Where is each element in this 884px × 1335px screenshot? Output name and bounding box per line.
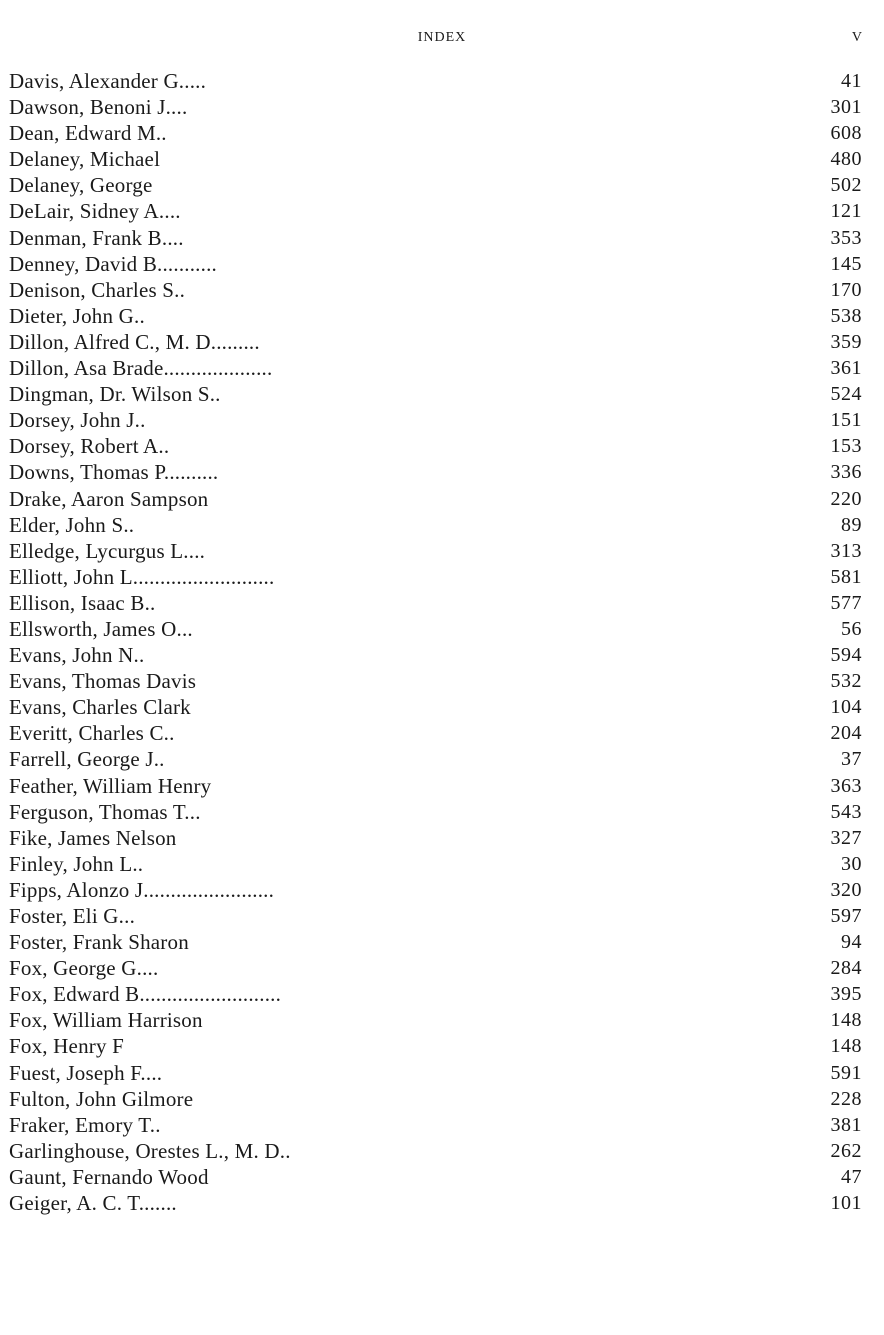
index-entry [9,68,862,94]
entry-page-number: 532 [830,670,862,693]
entry-page-number: 148 [830,1009,862,1032]
entry-name: Denney, David B........... [9,251,217,276]
entry-page-number: 320 [830,878,862,901]
entry-page-number: 301 [830,96,862,119]
entry-name: Dawson, Benoni J.... [9,95,188,120]
entry-page-number: 41 [841,70,862,92]
entry-name: Foster, Eli G... [9,904,136,928]
entry-name: Downs, Thomas P.......... [9,460,219,485]
entry-page-number: 148 [830,1035,862,1058]
entry-name: Dillon, Asa Brade.................... [9,356,273,381]
entry-name: Ferguson, Thomas T... [9,799,201,824]
entry-page-number: 502 [830,174,862,197]
entry-page-number: 480 [830,148,862,171]
entry-name: Fike, James Nelson [9,825,177,850]
entry-page-number: 262 [830,1139,862,1162]
index-entry [9,277,862,303]
entry-name: Fox, Edward B.......................... [9,982,282,1007]
entry-name: Fraker, Emory T.. [9,1112,161,1137]
index-entry [9,851,862,877]
entry-name: Farrell, George J.. [9,747,165,772]
entry-name: Foster, Frank Sharon [9,930,189,955]
index-entry [9,825,862,851]
index-entry [9,459,862,485]
entry-name: Everitt, Charles C.. [9,721,175,746]
index-entry [9,616,862,642]
entry-page-number: 89 [841,513,862,536]
index-entry [9,303,862,329]
index-entry [9,903,862,929]
entry-page-number: 353 [830,226,862,249]
entry-page-number: 121 [830,200,862,223]
entry-page-number: 524 [830,383,862,406]
entry-page-number: 47 [841,1165,862,1188]
entry-name: Garlinghouse, Orestes L., M. D.. [9,1138,291,1163]
entry-page-number: 608 [830,122,862,145]
index-entry [9,355,862,381]
index-entry [9,251,862,277]
entry-name: Dillon, Alfred C., M. D......... [9,329,260,354]
entry-page-number: 30 [841,852,862,875]
index-entry [9,146,862,172]
index-entry [9,120,862,146]
index-entry [9,746,862,772]
index-entry [9,225,862,251]
index-entry [9,981,862,1007]
index-entry [9,1112,862,1138]
entry-name: Fuest, Joseph F.... [9,1060,163,1085]
entry-name: Fulton, John Gilmore [9,1086,194,1111]
index-entry [9,1060,862,1086]
entry-name: Feather, William Henry [9,773,212,798]
index-entry [9,486,862,512]
index-entry [9,1190,862,1216]
entry-name: Davis, Alexander G..... [9,69,207,93]
entry-page-number: 543 [830,800,862,823]
entry-page-number: 381 [830,1113,862,1136]
entry-name: Dingman, Dr. Wilson S.. [9,382,221,407]
entry-page-number: 363 [830,774,862,797]
page-header [0,30,884,54]
index-entry [9,1138,862,1164]
entry-page-number: 145 [830,252,862,275]
index-entry [9,929,862,955]
entry-page-number: 284 [830,957,862,980]
entry-name: Elder, John S.. [9,512,135,537]
entry-page-number: 204 [830,722,862,745]
index-entry [9,1086,862,1112]
index-entry [9,564,862,590]
index-entry [9,773,862,799]
entry-name: Dorsey, Robert A.. [9,434,170,459]
index-entry [9,668,862,694]
entry-page-number: 581 [830,565,862,588]
index-entry [9,512,862,538]
entry-page-number: 37 [841,748,862,771]
index-entry [9,590,862,616]
index-entry [9,720,862,746]
entry-page-number: 228 [830,1087,862,1110]
page-number: V [851,30,862,45]
index-entry [9,538,862,564]
entry-name: DeLair, Sidney A.... [9,199,181,224]
index-entry [9,381,862,407]
entry-name: Drake, Aaron Sampson [9,486,209,511]
page-title: INDEX [417,30,467,45]
entry-name: Elledge, Lycurgus L.... [9,538,206,563]
index-entry [9,642,862,668]
entry-page-number: 591 [830,1061,862,1084]
index-entry [9,407,862,433]
entry-name: Dorsey, John J.. [9,408,146,433]
entry-name: Denison, Charles S.. [9,277,186,302]
index-entry [9,198,862,224]
entry-name: Ellsworth, James O... [9,616,193,641]
entry-name: Geiger, A. C. T....... [9,1191,177,1216]
entry-page-number: 56 [841,617,862,640]
entry-page-number: 94 [841,931,862,954]
entry-page-number: 538 [830,304,862,327]
entry-name: Denman, Frank B.... [9,225,184,250]
entry-name: Dean, Edward M.. [9,121,167,146]
index-entry [9,1033,862,1059]
entry-name: Evans, Thomas Davis [9,669,197,694]
entry-page-number: 361 [830,357,862,380]
entry-page-number: 220 [830,487,862,510]
index-entry [9,94,862,120]
entry-name: Ellison, Isaac B.. [9,590,156,615]
entry-page-number: 336 [830,461,862,484]
entry-name: Fox, William Harrison [9,1008,203,1033]
entry-page-number: 170 [830,278,862,301]
entry-page-number: 153 [830,435,862,458]
entry-page-number: 327 [830,826,862,849]
entry-page-number: 313 [830,539,862,562]
index-entry [9,877,862,903]
index-entry [9,799,862,825]
index-entry-list [9,68,862,1216]
entry-page-number: 577 [830,591,862,614]
entry-name: Dieter, John G.. [9,303,145,328]
index-entry [9,1164,862,1190]
entry-page-number: 597 [830,905,862,927]
index-entry [9,329,862,355]
index-entry [9,433,862,459]
entry-page-number: 594 [830,644,862,667]
entry-name: Fox, Henry F [9,1034,124,1059]
index-entry [9,1007,862,1033]
entry-page-number: 104 [830,696,862,719]
entry-page-number: 101 [830,1192,862,1215]
entry-name: Fox, George G.... [9,956,159,981]
entry-page-number: 395 [830,983,862,1006]
entry-name: Finley, John L.. [9,851,144,876]
entry-name: Gaunt, Fernando Wood [9,1164,209,1189]
index-entry [9,694,862,720]
entry-name: Delaney, George [9,173,153,198]
entry-page-number: 151 [830,409,862,432]
entry-name: Elliott, John L.......................... [9,564,275,589]
entry-name: Evans, Charles Clark [9,695,191,720]
entry-name: Fipps, Alonzo J........................ [9,877,275,902]
index-entry [9,955,862,981]
entry-name: Evans, John N.. [9,643,145,668]
index-entry [9,172,862,198]
entry-page-number: 359 [830,330,862,353]
entry-name: Delaney, Michael [9,147,161,172]
